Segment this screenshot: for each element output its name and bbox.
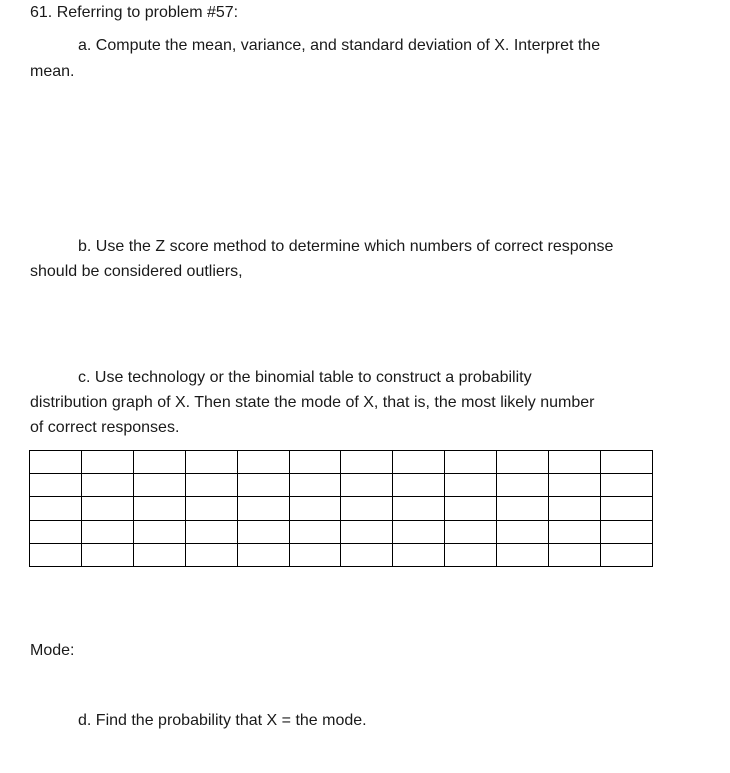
table-cell <box>497 451 549 474</box>
table-cell <box>600 451 652 474</box>
table-cell <box>497 497 549 520</box>
table-cell <box>445 543 497 566</box>
table-cell <box>445 474 497 497</box>
table-cell <box>549 520 601 543</box>
table-cell <box>341 451 393 474</box>
table-cell <box>393 543 445 566</box>
table-cell <box>237 451 289 474</box>
table-cell <box>497 520 549 543</box>
table-row <box>30 543 653 566</box>
table-cell <box>185 520 237 543</box>
table-cell <box>185 543 237 566</box>
table-cell <box>237 474 289 497</box>
table-cell <box>81 474 133 497</box>
table-row <box>30 497 653 520</box>
table-cell <box>185 497 237 520</box>
table-cell <box>341 543 393 566</box>
table-cell <box>185 451 237 474</box>
table-cell <box>81 451 133 474</box>
part-b-line-1: b. Use the Z score method to determine which numbers of correct response <box>78 238 614 255</box>
table-cell <box>393 520 445 543</box>
table-cell <box>30 474 82 497</box>
table-cell <box>393 497 445 520</box>
table-cell <box>237 497 289 520</box>
part-a-line-2: mean. <box>30 63 75 80</box>
part-c-line-3: of correct responses. <box>30 419 180 436</box>
table-cell <box>237 543 289 566</box>
table-cell <box>30 520 82 543</box>
table-cell <box>30 543 82 566</box>
table-cell <box>133 474 185 497</box>
part-b-line-2: should be considered outliers, <box>30 263 243 280</box>
table-cell <box>289 497 341 520</box>
table-cell <box>185 474 237 497</box>
table-row <box>30 520 653 543</box>
table-row <box>30 474 653 497</box>
part-d-line: d. Find the probability that X = the mode. <box>78 712 367 729</box>
table-cell <box>445 520 497 543</box>
table-cell <box>133 520 185 543</box>
table-cell <box>81 520 133 543</box>
part-a-line-1: a. Compute the mean, variance, and standard deviation of X. Interpret the <box>78 37 601 54</box>
table-cell <box>289 451 341 474</box>
table-cell <box>289 520 341 543</box>
table-cell <box>393 474 445 497</box>
table-cell <box>237 520 289 543</box>
table-cell <box>549 497 601 520</box>
table-cell <box>600 497 652 520</box>
table-cell <box>497 474 549 497</box>
table-cell <box>393 451 445 474</box>
table-cell <box>30 497 82 520</box>
table-cell <box>497 543 549 566</box>
table-cell <box>289 474 341 497</box>
table-cell <box>600 520 652 543</box>
table-cell <box>549 474 601 497</box>
problem-heading: 61. Referring to problem #57: <box>30 4 239 21</box>
table-cell <box>341 520 393 543</box>
table-cell <box>341 474 393 497</box>
mode-label: Mode: <box>30 642 75 659</box>
table-cell <box>133 543 185 566</box>
table-cell <box>341 497 393 520</box>
table-row <box>30 451 653 474</box>
table-cell <box>549 451 601 474</box>
table-cell <box>289 543 341 566</box>
table-cell <box>81 543 133 566</box>
table-cell <box>600 474 652 497</box>
table-cell <box>549 543 601 566</box>
table-cell <box>445 497 497 520</box>
table-cell <box>81 497 133 520</box>
table-cell <box>30 451 82 474</box>
table-cell <box>133 451 185 474</box>
probability-distribution-table <box>29 450 653 567</box>
part-c-line-1: c. Use technology or the binomial table to construct a probability <box>78 369 532 386</box>
table-cell <box>600 543 652 566</box>
part-c-line-2: distribution graph of X. Then state the mode of X, that is, the most likely number <box>30 394 595 411</box>
table-cell <box>445 451 497 474</box>
table-cell <box>133 497 185 520</box>
